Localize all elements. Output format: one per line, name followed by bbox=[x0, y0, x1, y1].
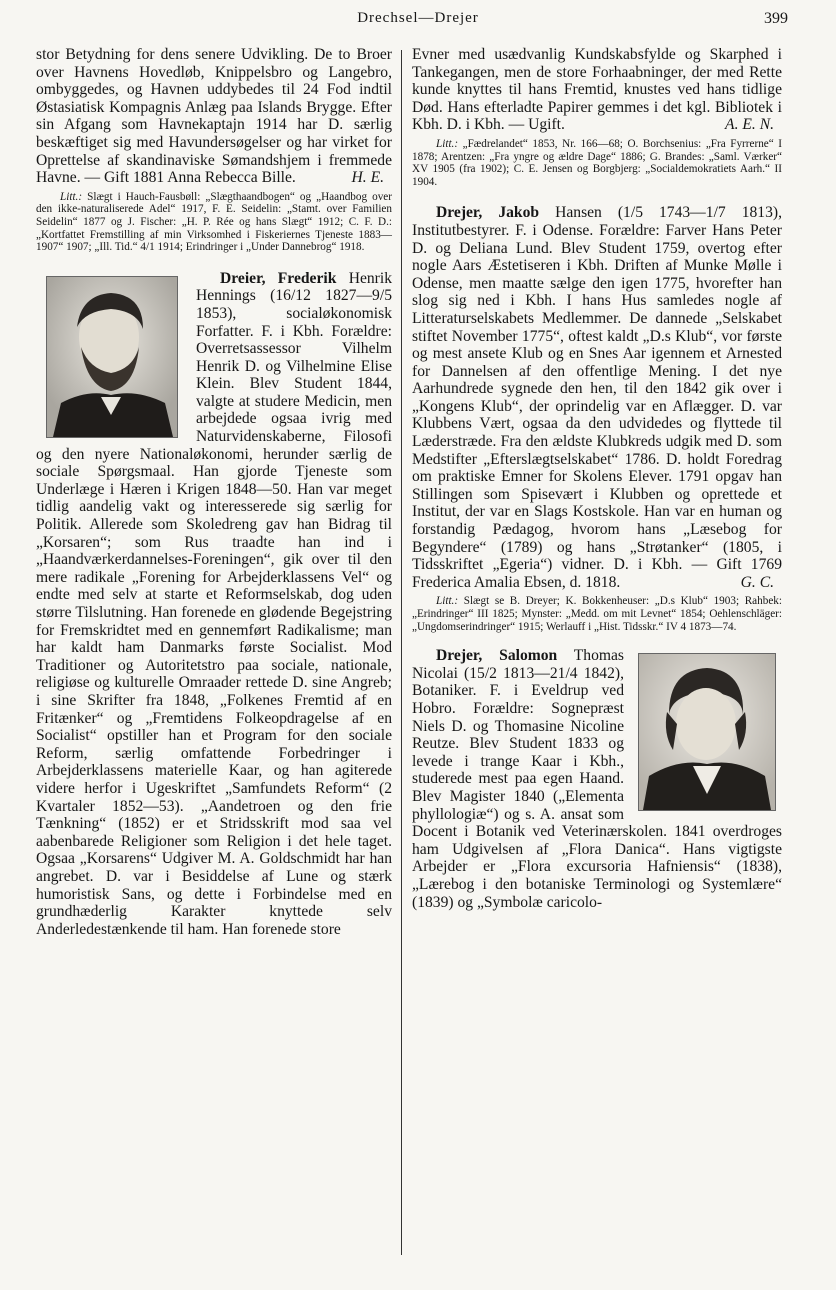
page-number: 399 bbox=[764, 10, 788, 27]
literature-label-right: Litt.: bbox=[436, 137, 459, 150]
literature-note-jakob bbox=[412, 595, 782, 633]
continued-entry-body-right: Evner med usædvanlig Kundskabsfylde og Skarphed i Tankegangen, men de store Forhaabninger, der med Rette kunde knyttes til hans Fremtid, knustes ved hans tidlige Død. Hans efterladte Papirer gemmes i det kgl. Bibliotek i Kbh. D. i Kbh. — Ugift. bbox=[412, 46, 782, 134]
author-signature-jakob: G. C. bbox=[740, 573, 774, 591]
continued-entry-text bbox=[36, 46, 392, 187]
continued-entry-text-right bbox=[412, 46, 782, 134]
portrait-image-salomon-drejer bbox=[638, 653, 776, 811]
entry-headword: Dreier, Frederik bbox=[220, 269, 337, 287]
biography-entry-salomon-drejer bbox=[412, 647, 782, 911]
running-head bbox=[0, 10, 836, 32]
entry-headword-jakob: Drejer, Jakob bbox=[436, 204, 540, 222]
entry-body-jakob: Hansen (1/5 1743—1/7 1813), Institutbestyrer. F. i Odense. Forældre: Farver Hans Peter D. og Deliana Lund. Blev Student 1759, overtog efter nogle Aars Æstetiseren i Kbh. Driften af Munke Mølle i Odense, men maatte sælge den igen 1775, hvorefter han slog sig ned i Kbh. I hans Hus samledes nogle af Litteraturselskabets Medlemmer. De dannede „Selskabet stiftet November 1775“, oftest kaldt „D.s Klub“, vor første og mest ansete Klub og en Snes Aar igennem et Arnested for Dannelsen af den offentlige Mening. I det nye Aarhundrede sygnede den hen, til den 1842 gik over i „Kongens Klub“, der oprindelig var en Aflægger. D. var Klubbens Vært, ogsaa da den udvidedes og flyttede til Læderstræde. Fra den ældste Klubkreds udgik med D. som Medstifter „Efterslægtselskabet“ 1786. D. holdt Foredrag om praktiske Emner for Skolens Elever. 1791 opgav han Stillingen som Spisevært i Klubben og oprettede et Institut, der var en Slags Kostskole. Han var en human og forstandig Pædagog, hvorom hans „Læsebog for Begyndere“ (1789) og hans „Strøtanker“ (1805, i Tidsskriftet „Egeria“) vidner. D. i Kbh. — Gift 1769 Frederica Amalia Ebsen, d. 1818. bbox=[412, 204, 782, 591]
biography-entry-dreier bbox=[36, 270, 392, 939]
literature-label: Litt.: bbox=[60, 190, 83, 203]
author-signature-right: A. E. N. bbox=[725, 116, 774, 134]
literature-text: Slægt i Hauch-Fausbøll: „Slægthaandbogen“ og „Haandbog over den ikke-naturaliserede Adel“ 1917, F. E. Seidelin: „Stamt. over Familien Seidelin“ 1877 og J. Fischer: „H. P. Rée og hans Slægt“ 1912; C. F. D.: „Kortfattet Fremstilling af min Virksomhed i Fiskeriernes Tjeneste 1883—1907“ 1907; „Ill. Tid.“ 4/1 1914; Erindringer i „Under Dannebrog“ 1918. bbox=[36, 190, 392, 254]
column-divider bbox=[401, 50, 402, 1255]
entry-headword-salomon: Drejer, Salomon bbox=[436, 647, 558, 665]
literature-note-right bbox=[412, 138, 782, 188]
right-column bbox=[412, 46, 782, 911]
literature-text-right: „Fædrelandet“ 1853, Nr. 166—68; O. Borchsenius: „Fra Fyrrerne“ I 1878; Arentzen: „Fra yngre og ældre Dage“ 1886; G. Brandes: „Saml. Værker“ XV 1905 (fra 1902); C. E. Jensen og Borgbjerg: „Socialdemokratiets Aarh.“ II 1904. bbox=[412, 137, 782, 188]
literature-label-jakob: Litt.: bbox=[436, 595, 459, 608]
running-title: Drechsel—Drejer bbox=[357, 10, 479, 26]
entry-body: Henrik Hennings (16/12 1827—9/5 1853), socialøkonomisk Forfatter. F. i Kbh. Forældre: Overretsassessor Vilhelm Henrik D. og Vilhelmine Elise Klein. Blev Student 1844, valgte at studere Medicin, men arbejdede ogsaa ivrig med Naturvidenskaberne, Filosofi og den nyere Nationaløkonomi, herunder særlig de sociale Spørgsmaal. Han gjorde Tjeneste som Underlæge i Hæren i Krigen 1848—50. Han var meget tidlig aandelig vakt og interesserede sig særlig for Politik. Allerede som Skoledreng gav han Bidrag til „Korsaren“; som Rus traadte han ind i „Haandværkerdannelses-Foreningen“, gik over til den mere radikale „Forening for Arbejderklassens Vel“ og endte med selv at starte et Reformselskab, dog uden større Tilslutning. Han forenede en glødende Begejstring for Fremskridtet med en gennemført Radikalisme; man har kaldt ham Danmarks første Socialist. Mod Traditioner og Autoritetstro paa sociale, nationale, religiøse og kulturelle Omraader rettede D. sine Angreb; i sine Skrifter fra 1848, „Folkenes Fremtid af en Fritænker“ og „Fremtidens Folkeopdragelse af en Socialist“ opstiller han et Program for den sociale Reform, særlig omfattende Forbedringer i Arbejderklassens materielle Kaar, og han agiterede videre herfor i Ugeskriftet „Samfundets Reform“ (2 Kvartaler 1852—53). „Aandetroen og den frie Tænkning“ (1852) er et Stridsskrift mod saa vel aabenbarede Religioner som Religion i det hele taget. Ogsaa „Korsarens“ Udgiver M. A. Goldschmidt har han angrebet. D. var i Besiddelse af Lune og stærk humoristisk Sans, og dette i Forbindelse med en grundhæderlig Karakter knyttede selv Anderledestænkende til ham. Han forenede store bbox=[36, 269, 393, 938]
portrait-image-frederik-dreier bbox=[46, 276, 178, 438]
continued-entry-body: stor Betydning for dens senere Udvikling. De to Broer over Havnens Hovedløb, Knippelsbro og Langebro, ombyggedes, og Havnen uddybedes til 24 Fod indtil Østasiatisk Kompagnis Anlæg paa Islands Brygge. Efter sin Afgang som Havnekaptajn 1914 har D. særlig beskæftiget sig med Havundersøgelser og har virket for Oprettelse af skandinaviske Sømandshjem i fremmede Havne. — Gift 1881 Anna Rebecca Bille. bbox=[36, 46, 392, 187]
author-signature: H. E. bbox=[351, 169, 384, 187]
literature-note bbox=[36, 191, 392, 254]
biography-entry-jakob-drejer bbox=[412, 204, 782, 591]
entry-body-salomon: Thomas Nicolai (15/2 1813—21/4 1842), Botaniker. F. i Eveldrup ved Hobro. Forældre: Sognepræst Niels D. og Thomasine Nicoline Reutze. Blev Student 1833 og levede i trange Kaar i Kbh., studerede mest paa egen Haand. Blev Magister 1840 („Elementa phyllologiæ“) og s. A. ansat som Docent i Botanik ved Veterinærskolen. 1841 overdroges ham Udgivelsen af „Flora Danica“. Hans vigtigste Arbejder er „Flora excursoria Hafniensis“ (1838), „Lærebog i den botaniske Terminologi og Systemlære“ (1839) og „Symbolæ caricolo- bbox=[412, 647, 782, 911]
literature-text-jakob: Slægt se B. Dreyer; K. Bokkenheuser: „D.s Klub“ 1903; Rahbek: „Erindringer“ III 1825; Mynster: „Medd. om mit Levnet“ 1854; Oehlenschläger: „Ungdomserindringer“ 1915; Werlauff i „Hist. Tidsskr.“ IV 4 1873—74. bbox=[412, 595, 782, 633]
left-column bbox=[36, 46, 392, 938]
